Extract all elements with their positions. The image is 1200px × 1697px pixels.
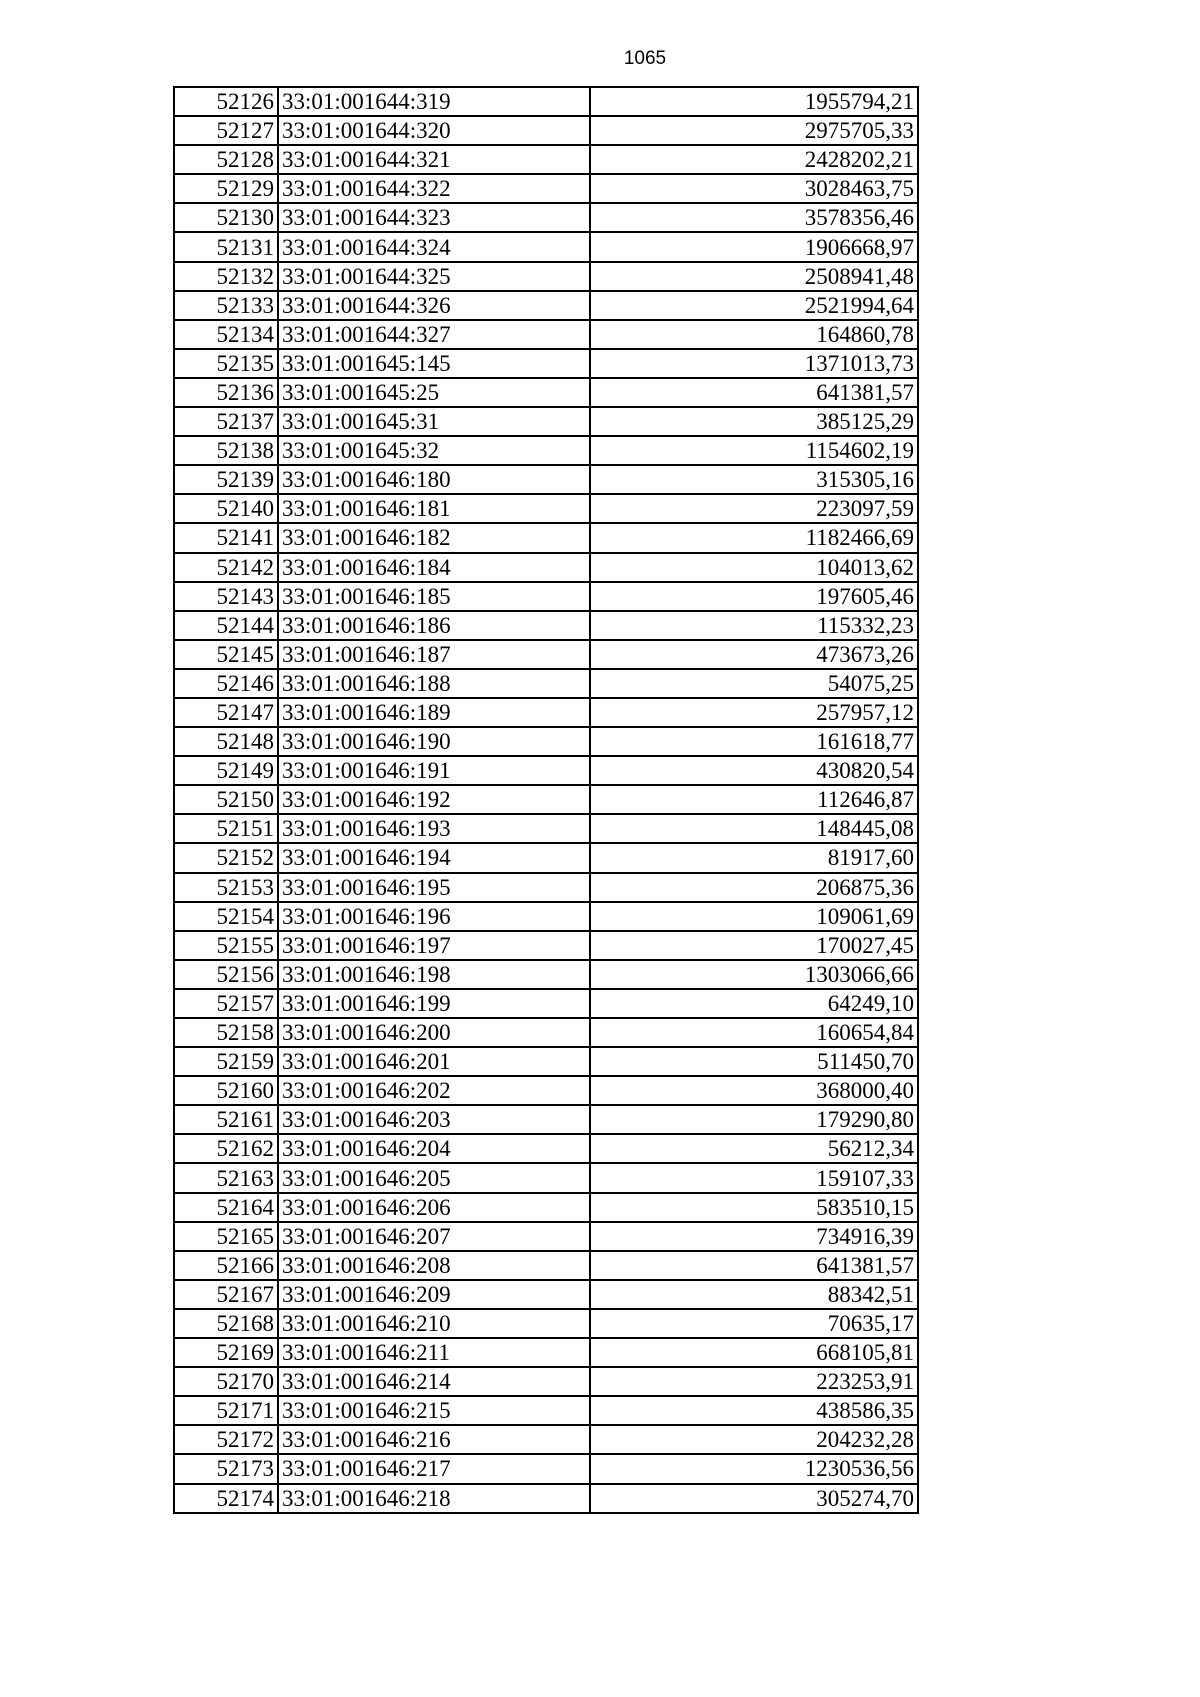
cadastral-number-cell: 33:01:001646:189 xyxy=(278,698,590,727)
table-row xyxy=(174,698,918,727)
cadastral-value-cell: 164860,78 xyxy=(590,320,918,349)
row-number-cell: 52131 xyxy=(174,232,278,261)
row-number-cell: 52149 xyxy=(174,756,278,785)
table-row xyxy=(174,87,918,116)
row-number-cell: 52169 xyxy=(174,1338,278,1367)
cadastral-number-cell: 33:01:001646:218 xyxy=(278,1484,590,1513)
table-row xyxy=(174,873,918,902)
cadastral-number-cell: 33:01:001646:211 xyxy=(278,1338,590,1367)
cadastral-number-cell: 33:01:001646:214 xyxy=(278,1367,590,1396)
table-row xyxy=(174,1454,918,1483)
cadastral-number-cell: 33:01:001646:204 xyxy=(278,1134,590,1163)
cadastral-value-cell: 148445,08 xyxy=(590,814,918,843)
table-row xyxy=(174,1309,918,1338)
cadastral-value-cell: 223097,59 xyxy=(590,494,918,523)
cadastral-value-cell: 104013,62 xyxy=(590,553,918,582)
row-number-cell: 52165 xyxy=(174,1222,278,1251)
cadastral-number-cell: 33:01:001646:190 xyxy=(278,727,590,756)
cadastral-number-cell: 33:01:001645:32 xyxy=(278,436,590,465)
page-number: 1065 xyxy=(623,48,667,69)
row-number-cell: 52145 xyxy=(174,640,278,669)
table-row xyxy=(174,407,918,436)
cadastral-value-cell: 54075,25 xyxy=(590,669,918,698)
cadastral-number-cell: 33:01:001646:200 xyxy=(278,1018,590,1047)
row-number-cell: 52153 xyxy=(174,873,278,902)
cadastral-value-cell: 1154602,19 xyxy=(590,436,918,465)
cadastral-value-cell: 64249,10 xyxy=(590,989,918,1018)
table-row xyxy=(174,843,918,872)
cadastral-number-cell: 33:01:001644:325 xyxy=(278,262,590,291)
cadastral-number-cell: 33:01:001644:324 xyxy=(278,232,590,261)
cadastral-number-cell: 33:01:001645:25 xyxy=(278,378,590,407)
cadastral-number-cell: 33:01:001646:196 xyxy=(278,902,590,931)
row-number-cell: 52174 xyxy=(174,1484,278,1513)
cadastral-number-cell: 33:01:001646:209 xyxy=(278,1280,590,1309)
cadastral-number-cell: 33:01:001646:184 xyxy=(278,553,590,582)
cadastral-value-cell: 1182466,69 xyxy=(590,523,918,552)
row-number-cell: 52132 xyxy=(174,262,278,291)
table-row xyxy=(174,145,918,174)
cadastral-number-cell: 33:01:001646:203 xyxy=(278,1105,590,1134)
cadastral-value-cell: 2975705,33 xyxy=(590,116,918,145)
row-number-cell: 52162 xyxy=(174,1134,278,1163)
row-number-cell: 52152 xyxy=(174,843,278,872)
table-row xyxy=(174,931,918,960)
row-number-cell: 52147 xyxy=(174,698,278,727)
cadastral-number-cell: 33:01:001644:319 xyxy=(278,87,590,116)
cadastral-number-cell: 33:01:001646:199 xyxy=(278,989,590,1018)
table-row xyxy=(174,494,918,523)
cadastral-number-cell: 33:01:001645:31 xyxy=(278,407,590,436)
cadastral-number-cell: 33:01:001646:181 xyxy=(278,494,590,523)
cadastral-value-cell: 115332,23 xyxy=(590,611,918,640)
cadastral-value-cell: 197605,46 xyxy=(590,582,918,611)
table-row xyxy=(174,523,918,552)
row-number-cell: 52168 xyxy=(174,1309,278,1338)
row-number-cell: 52146 xyxy=(174,669,278,698)
cadastral-value-cell: 179290,80 xyxy=(590,1105,918,1134)
row-number-cell: 52154 xyxy=(174,902,278,931)
row-number-cell: 52126 xyxy=(174,87,278,116)
table-row xyxy=(174,1280,918,1309)
row-number-cell: 52133 xyxy=(174,291,278,320)
row-number-cell: 52142 xyxy=(174,553,278,582)
table-row xyxy=(174,553,918,582)
cadastral-number-cell: 33:01:001646:186 xyxy=(278,611,590,640)
row-number-cell: 52141 xyxy=(174,523,278,552)
table-row xyxy=(174,640,918,669)
table-row xyxy=(174,989,918,1018)
table-row xyxy=(174,203,918,232)
cadastral-number-cell: 33:01:001644:322 xyxy=(278,174,590,203)
table-row xyxy=(174,1193,918,1222)
cadastral-number-cell: 33:01:001646:197 xyxy=(278,931,590,960)
cadastral-value-cell: 315305,16 xyxy=(590,465,918,494)
row-number-cell: 52156 xyxy=(174,960,278,989)
cadastral-value-cell: 81917,60 xyxy=(590,843,918,872)
table-row xyxy=(174,1222,918,1251)
row-number-cell: 52137 xyxy=(174,407,278,436)
cadastral-value-cell: 438586,35 xyxy=(590,1396,918,1425)
cadastral-value-cell: 305274,70 xyxy=(590,1484,918,1513)
cadastral-number-cell: 33:01:001646:182 xyxy=(278,523,590,552)
cadastral-value-cell: 2521994,64 xyxy=(590,291,918,320)
table-row xyxy=(174,902,918,931)
cadastral-number-cell: 33:01:001644:327 xyxy=(278,320,590,349)
cadastral-value-cell: 1906668,97 xyxy=(590,232,918,261)
cadastral-value-cell: 204232,28 xyxy=(590,1425,918,1454)
cadastral-number-cell: 33:01:001646:187 xyxy=(278,640,590,669)
cadastral-value-cell: 385125,29 xyxy=(590,407,918,436)
table-row xyxy=(174,1251,918,1280)
cadastral-number-cell: 33:01:001646:188 xyxy=(278,669,590,698)
cadastral-number-cell: 33:01:001645:145 xyxy=(278,349,590,378)
cadastral-value-cell: 641381,57 xyxy=(590,1251,918,1280)
table-row xyxy=(174,116,918,145)
cadastral-value-cell: 473673,26 xyxy=(590,640,918,669)
cadastral-number-cell: 33:01:001644:323 xyxy=(278,203,590,232)
row-number-cell: 52148 xyxy=(174,727,278,756)
cadastral-value-cell: 668105,81 xyxy=(590,1338,918,1367)
cadastral-value-cell: 70635,17 xyxy=(590,1309,918,1338)
row-number-cell: 52166 xyxy=(174,1251,278,1280)
cadastral-value-cell: 1230536,56 xyxy=(590,1454,918,1483)
row-number-cell: 52167 xyxy=(174,1280,278,1309)
cadastral-value-cell: 206875,36 xyxy=(590,873,918,902)
cadastral-number-cell: 33:01:001646:202 xyxy=(278,1076,590,1105)
row-number-cell: 52144 xyxy=(174,611,278,640)
row-number-cell: 52150 xyxy=(174,785,278,814)
row-number-cell: 52127 xyxy=(174,116,278,145)
row-number-cell: 52129 xyxy=(174,174,278,203)
table-row xyxy=(174,1396,918,1425)
table-row xyxy=(174,1367,918,1396)
row-number-cell: 52158 xyxy=(174,1018,278,1047)
table-row xyxy=(174,814,918,843)
cadastral-value-cell: 56212,34 xyxy=(590,1134,918,1163)
cadastral-number-cell: 33:01:001646:205 xyxy=(278,1163,590,1192)
cadastral-number-cell: 33:01:001646:216 xyxy=(278,1425,590,1454)
table-row xyxy=(174,291,918,320)
cadastral-number-cell: 33:01:001646:193 xyxy=(278,814,590,843)
cadastral-value-cell: 3578356,46 xyxy=(590,203,918,232)
cadastral-value-cell: 257957,12 xyxy=(590,698,918,727)
table-row xyxy=(174,1338,918,1367)
cadastral-number-cell: 33:01:001646:208 xyxy=(278,1251,590,1280)
cadastral-number-cell: 33:01:001646:194 xyxy=(278,843,590,872)
cadastral-value-cell: 1955794,21 xyxy=(590,87,918,116)
table-row xyxy=(174,349,918,378)
table-row xyxy=(174,1105,918,1134)
cadastral-number-cell: 33:01:001646:201 xyxy=(278,1047,590,1076)
cadastral-value-cell: 734916,39 xyxy=(590,1222,918,1251)
cadastral-value-cell: 1371013,73 xyxy=(590,349,918,378)
table-row xyxy=(174,232,918,261)
table-row xyxy=(174,1425,918,1454)
row-number-cell: 52130 xyxy=(174,203,278,232)
cadastral-number-cell: 33:01:001646:217 xyxy=(278,1454,590,1483)
table-row xyxy=(174,1484,918,1513)
row-number-cell: 52172 xyxy=(174,1425,278,1454)
table-body xyxy=(174,87,918,1513)
row-number-cell: 52135 xyxy=(174,349,278,378)
table-row xyxy=(174,756,918,785)
cadastral-number-cell: 33:01:001644:321 xyxy=(278,145,590,174)
cadastral-value-cell: 161618,77 xyxy=(590,727,918,756)
cadastral-number-cell: 33:01:001646:191 xyxy=(278,756,590,785)
cadastral-value-cell: 2428202,21 xyxy=(590,145,918,174)
cadastral-value-cell: 160654,84 xyxy=(590,1018,918,1047)
cadastral-value-cell: 223253,91 xyxy=(590,1367,918,1396)
table-row xyxy=(174,320,918,349)
cadastral-number-cell: 33:01:001646:198 xyxy=(278,960,590,989)
cadastral-value-cell: 1303066,66 xyxy=(590,960,918,989)
row-number-cell: 52155 xyxy=(174,931,278,960)
table-row xyxy=(174,262,918,291)
table-row xyxy=(174,611,918,640)
cadastral-number-cell: 33:01:001646:195 xyxy=(278,873,590,902)
cadastral-value-cell: 368000,40 xyxy=(590,1076,918,1105)
row-number-cell: 52128 xyxy=(174,145,278,174)
table-row xyxy=(174,1047,918,1076)
cadastral-value-cell: 159107,33 xyxy=(590,1163,918,1192)
cadastral-number-cell: 33:01:001646:180 xyxy=(278,465,590,494)
cadastral-value-cell: 2508941,48 xyxy=(590,262,918,291)
table-row xyxy=(174,1163,918,1192)
row-number-cell: 52160 xyxy=(174,1076,278,1105)
cadastral-number-cell: 33:01:001646:210 xyxy=(278,1309,590,1338)
table-row xyxy=(174,785,918,814)
row-number-cell: 52138 xyxy=(174,436,278,465)
row-number-cell: 52136 xyxy=(174,378,278,407)
cadastral-number-cell: 33:01:001646:185 xyxy=(278,582,590,611)
table-row xyxy=(174,669,918,698)
cadastral-value-cell: 112646,87 xyxy=(590,785,918,814)
table-row xyxy=(174,1076,918,1105)
cadastral-number-cell: 33:01:001646:207 xyxy=(278,1222,590,1251)
cadastral-value-table xyxy=(173,86,919,1514)
table-row xyxy=(174,960,918,989)
cadastral-value-cell: 430820,54 xyxy=(590,756,918,785)
cadastral-number-cell: 33:01:001646:192 xyxy=(278,785,590,814)
cadastral-number-cell: 33:01:001644:320 xyxy=(278,116,590,145)
table-row xyxy=(174,1018,918,1047)
row-number-cell: 52151 xyxy=(174,814,278,843)
row-number-cell: 52161 xyxy=(174,1105,278,1134)
table-row xyxy=(174,465,918,494)
row-number-cell: 52143 xyxy=(174,582,278,611)
table-row xyxy=(174,378,918,407)
cadastral-value-cell: 511450,70 xyxy=(590,1047,918,1076)
row-number-cell: 52134 xyxy=(174,320,278,349)
row-number-cell: 52164 xyxy=(174,1193,278,1222)
table-row xyxy=(174,174,918,203)
row-number-cell: 52140 xyxy=(174,494,278,523)
cadastral-value-cell: 641381,57 xyxy=(590,378,918,407)
table-row xyxy=(174,582,918,611)
cadastral-value-cell: 3028463,75 xyxy=(590,174,918,203)
row-number-cell: 52170 xyxy=(174,1367,278,1396)
table-row xyxy=(174,727,918,756)
row-number-cell: 52157 xyxy=(174,989,278,1018)
row-number-cell: 52139 xyxy=(174,465,278,494)
table-row xyxy=(174,436,918,465)
cadastral-number-cell: 33:01:001644:326 xyxy=(278,291,590,320)
cadastral-value-cell: 109061,69 xyxy=(590,902,918,931)
cadastral-number-cell: 33:01:001646:215 xyxy=(278,1396,590,1425)
cadastral-number-cell: 33:01:001646:206 xyxy=(278,1193,590,1222)
row-number-cell: 52159 xyxy=(174,1047,278,1076)
cadastral-value-cell: 583510,15 xyxy=(590,1193,918,1222)
table-row xyxy=(174,1134,918,1163)
row-number-cell: 52163 xyxy=(174,1163,278,1192)
cadastral-value-cell: 88342,51 xyxy=(590,1280,918,1309)
row-number-cell: 52171 xyxy=(174,1396,278,1425)
cadastral-value-cell: 170027,45 xyxy=(590,931,918,960)
row-number-cell: 52173 xyxy=(174,1454,278,1483)
